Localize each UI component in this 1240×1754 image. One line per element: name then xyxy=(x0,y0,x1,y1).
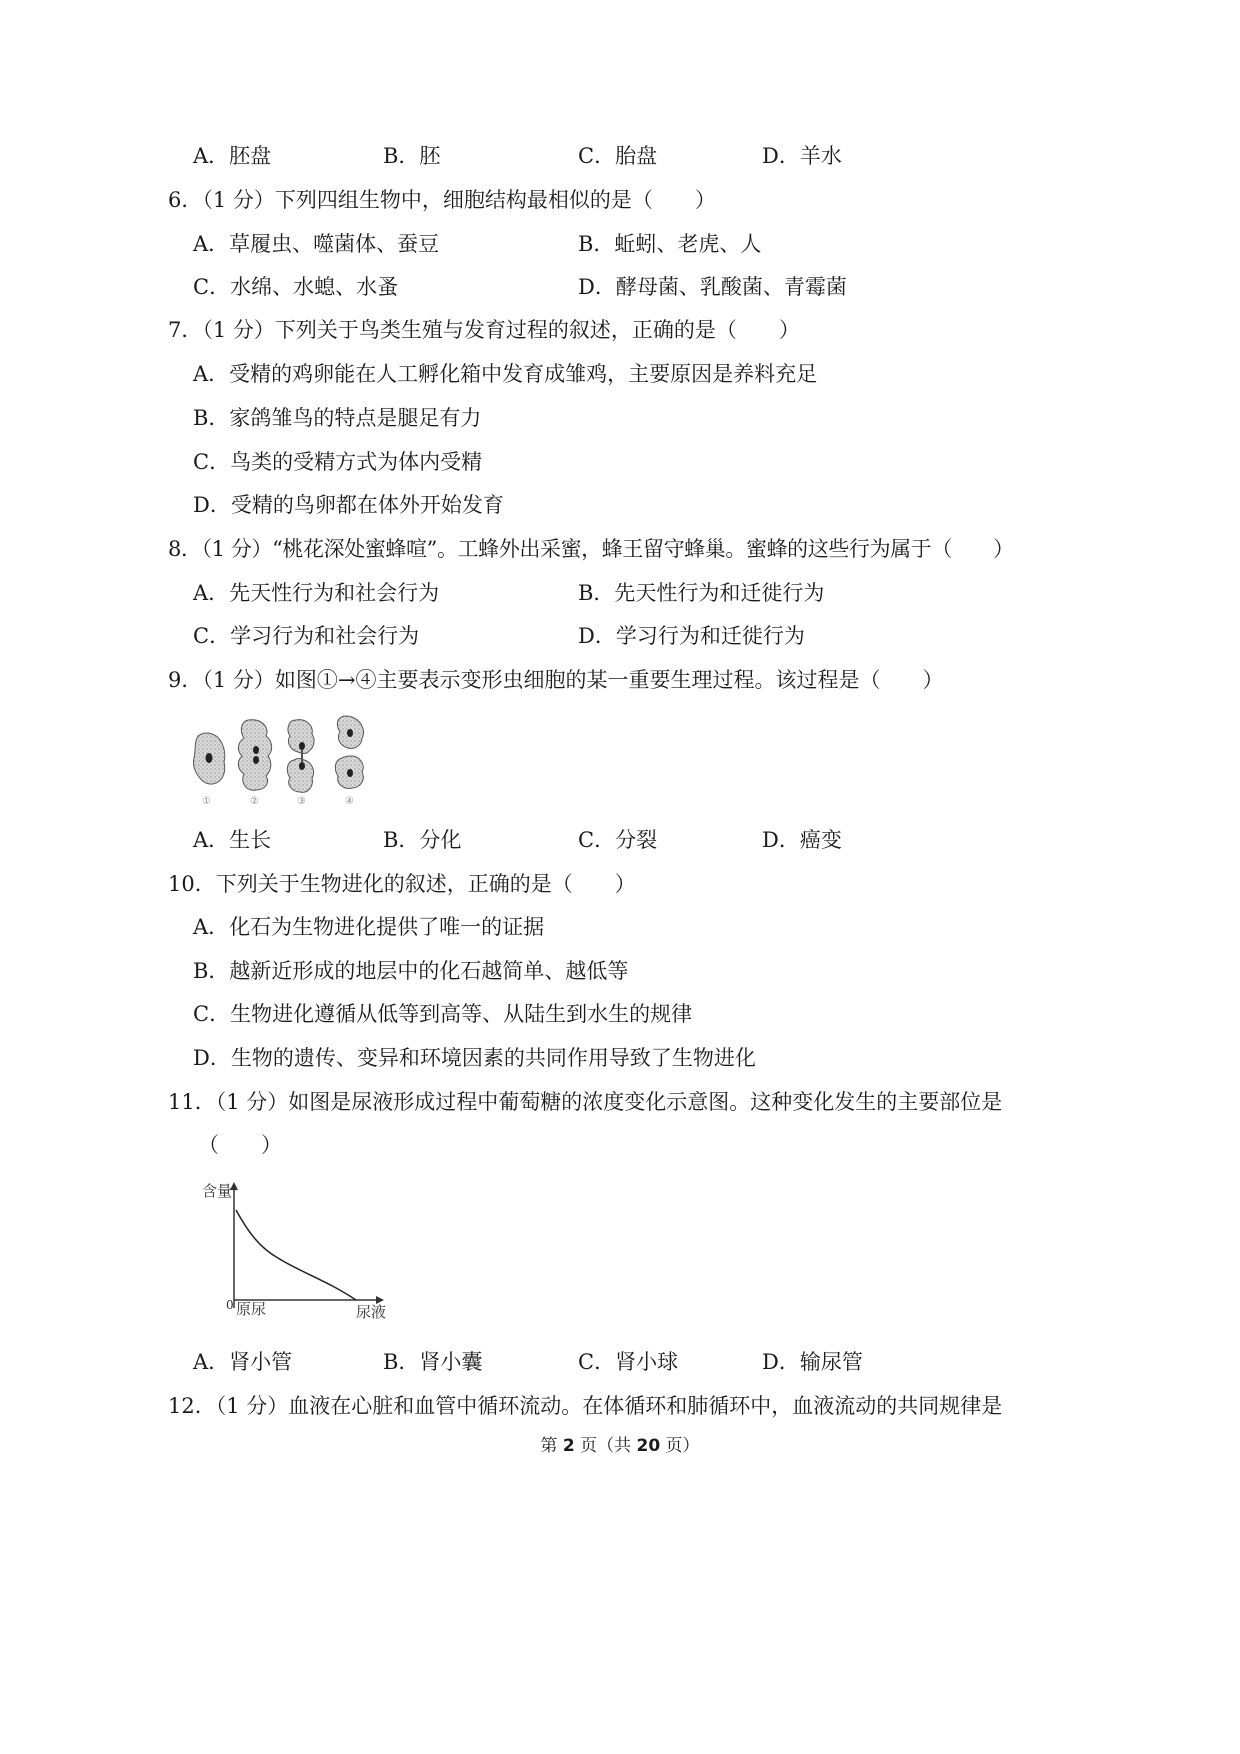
q10-option-c: C．生物进化遵循从低等到高等、从陆生到水生的规律 xyxy=(193,1002,693,1026)
q11-option-b: B．肾小囊 xyxy=(383,1350,483,1374)
q10-stem: 10．下列关于生物进化的叙述，正确的是（ ） xyxy=(168,872,636,896)
amoeba-nucleus-4a xyxy=(347,729,353,737)
q7-stem: 7．（1 分）下列关于鸟类生殖与发育过程的叙述，正确的是（ ） xyxy=(168,318,800,342)
q6-option-b: B．蚯蚓、老虎、人 xyxy=(578,232,762,256)
q6-option-d: D．酵母菌、乳酸菌、青霉菌 xyxy=(578,275,847,299)
q11-option-a: A．肾小管 xyxy=(193,1350,293,1374)
q5-option-d: D．羊水 xyxy=(762,144,842,168)
q9-option-d: D．癌变 xyxy=(762,828,842,852)
q9-stem: 9．（1 分）如图①→④主要表示变形虫细胞的某一重要生理过程。该过程是（ ） xyxy=(168,668,944,692)
q11-stem-continued: （ ） xyxy=(198,1133,282,1157)
q12-stem: 12．（1 分）血液在心脏和血管中循环流动。在体循环和肺循环中，血液流动的共同规律是 xyxy=(168,1394,1003,1418)
figure-label-2: ② xyxy=(250,796,259,807)
q11-stem: 11．（1 分）如图是尿液形成过程中葡萄糖的浓度变化示意图。这种变化发生的主要部位是 xyxy=(168,1090,1003,1114)
footer-total-pages: 20 xyxy=(636,1436,661,1456)
graph-ylabel: 含量 xyxy=(202,1182,233,1200)
glucose-concentration-graph xyxy=(196,1180,396,1320)
q7-option-a: A．受精的鸡卵能在人工孵化箱中发育成雏鸡，主要原因是养料充足 xyxy=(193,362,818,386)
footer-mid: 页（共 xyxy=(574,1436,637,1456)
q10-option-d: D．生物的遗传、变异和环境因素的共同作用导致了生物进化 xyxy=(193,1046,756,1070)
q8-option-d: D．学习行为和迁徙行为 xyxy=(578,624,805,648)
q5-option-c: C．胎盘 xyxy=(578,144,658,168)
q7-option-d: D．受精的鸟卵都在体外开始发育 xyxy=(193,493,504,517)
q9-option-a: A．生长 xyxy=(193,828,272,852)
q10-option-b: B．越新近形成的地层中的化石越简单、越低等 xyxy=(193,959,629,983)
q7-option-c: C．鸟类的受精方式为体内受精 xyxy=(193,450,483,474)
q8-option-b: B．先天性行为和迁徙行为 xyxy=(578,581,825,605)
amoeba-nucleus-3b xyxy=(299,762,305,770)
q8-stem: 8．（1 分）“桃花深处蜜蜂喧”。工蜂外出采蜜，蜂王留守蜂巢。蜜蜂的这些行为属于（ ） xyxy=(168,537,1014,561)
q8-option-a: A．先天性行为和社会行为 xyxy=(193,581,440,605)
glucose-curve xyxy=(236,1210,356,1300)
q9-option-c: C．分裂 xyxy=(578,828,658,852)
footer-page-number: 2 xyxy=(562,1436,575,1456)
q8-option-c: C．学习行为和社会行为 xyxy=(193,624,420,648)
q5-option-a: A．胚盘 xyxy=(193,144,272,168)
footer-pre: 第 xyxy=(540,1436,563,1456)
amoeba-nucleus-2a xyxy=(253,746,259,754)
q11-option-c: C．肾小球 xyxy=(578,1350,679,1374)
figure-label-3: ③ xyxy=(297,796,306,807)
amoeba-nucleus-3a xyxy=(299,742,305,750)
graph-x-end-label: 尿液 xyxy=(356,1303,387,1321)
graph-x-start-label: 原尿 xyxy=(236,1300,267,1318)
q11-option-d: D．输尿管 xyxy=(762,1350,863,1374)
q7-option-b: B．家鸽雏鸟的特点是腿足有力 xyxy=(193,406,482,430)
q6-option-c: C．水绵、水螅、水蚤 xyxy=(193,275,399,299)
amoeba-nucleus-4b xyxy=(347,769,353,777)
q6-stem: 6．（1 分）下列四组生物中，细胞结构最相似的是（ ） xyxy=(168,188,716,212)
q5-option-b: B．胚 xyxy=(383,144,441,168)
q9-option-b: B．分化 xyxy=(383,828,462,852)
amoeba-nucleus-2b xyxy=(253,756,259,764)
q6-option-a: A．草履虫、噬菌体、蚕豆 xyxy=(193,232,440,256)
amoeba-cells-illustration xyxy=(190,712,390,812)
figure-label-1: ① xyxy=(202,796,211,807)
q10-option-a: A．化石为生物进化提供了唯一的证据 xyxy=(193,915,545,939)
amoeba-division-figure xyxy=(190,712,390,812)
amoeba-nucleus-1 xyxy=(206,753,213,763)
graph-origin: 0 xyxy=(226,1298,234,1312)
figure-label-4: ④ xyxy=(345,796,354,807)
footer-post: 页） xyxy=(660,1436,700,1456)
amoeba-cell-2 xyxy=(238,720,271,791)
page-footer xyxy=(0,1438,1240,1455)
